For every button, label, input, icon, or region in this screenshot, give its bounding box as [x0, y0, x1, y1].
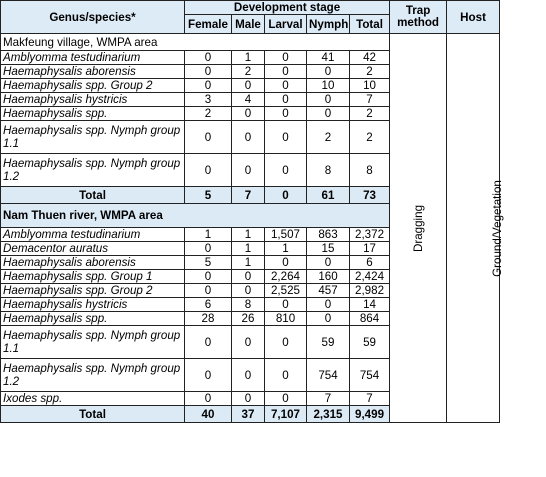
female-count: 0 [185, 79, 232, 93]
larval-count: 0 [265, 65, 307, 79]
total-count: 6 [350, 256, 390, 270]
nymph-count: 2 [307, 121, 350, 154]
host-cell [447, 34, 504, 423]
table-body [1, 34, 504, 423]
larval-count: 810 [265, 312, 307, 326]
male-count: 0 [232, 79, 265, 93]
male-count: 1 [232, 228, 265, 242]
host-value: Ground/Vegetation [490, 179, 504, 277]
female-count: 0 [185, 242, 232, 256]
nymph-count: 59 [307, 326, 350, 359]
total-count: 2,372 [350, 228, 390, 242]
larval-count: 0 [265, 359, 307, 392]
larval-count: 1 [265, 242, 307, 256]
female-count: 0 [185, 51, 232, 65]
male-count: 0 [232, 392, 265, 406]
section-title: Nam Thuen river, WMPA area [1, 204, 390, 228]
nymph-count: 754 [307, 359, 350, 392]
total-count: 2 [350, 107, 390, 121]
male-count: 0 [232, 326, 265, 359]
total-count: 9,499 [350, 406, 390, 423]
total-count: 7 [350, 93, 390, 107]
section-header-row [1, 34, 500, 51]
nymph-count: 15 [307, 242, 350, 256]
total-count: 2,982 [350, 284, 390, 298]
trap-method-value: Dragging [411, 204, 425, 252]
species-name: Haemaphysalis hystricis [1, 93, 185, 107]
section-title: Makfeung village, WMPA area [1, 34, 390, 51]
larval-count: 0 [265, 298, 307, 312]
larval-count: 0 [265, 121, 307, 154]
species-name: Haemaphysalis spp. [1, 107, 185, 121]
nymph-count: 0 [307, 65, 350, 79]
nymph-count: 160 [307, 270, 350, 284]
species-name: Haemaphysalis spp. Nymph group 1.1 [1, 326, 185, 359]
species-name: Haemaphysalis spp. Group 2 [1, 284, 185, 298]
total-count: 864 [350, 312, 390, 326]
male-count: 4 [232, 93, 265, 107]
total-count: 2 [350, 121, 390, 154]
total-label: Total [1, 406, 185, 423]
nymph-count: 0 [307, 93, 350, 107]
female-count: 0 [185, 270, 232, 284]
species-name: Haemaphysalis spp. Nymph group 1.2 [1, 154, 185, 187]
female-count: 1 [185, 228, 232, 242]
nymph-count: 10 [307, 79, 350, 93]
larval-count: 1,507 [265, 228, 307, 242]
male-count: 26 [232, 312, 265, 326]
trap-method-cell [390, 34, 447, 423]
total-count: 2 [350, 65, 390, 79]
total-count: 73 [350, 187, 390, 204]
female-count: 0 [185, 326, 232, 359]
larval-count: 0 [265, 93, 307, 107]
nymph-count: 0 [307, 256, 350, 270]
nymph-count: 2,315 [307, 406, 350, 423]
male-count: 8 [232, 298, 265, 312]
nymph-count: 457 [307, 284, 350, 298]
male-count: 1 [232, 242, 265, 256]
larval-count: 0 [265, 51, 307, 65]
male-count: 0 [232, 359, 265, 392]
species-name: Haemaphysalis spp. Nymph group 1.2 [1, 359, 185, 392]
species-name: Haemaphysalis aborensis [1, 65, 185, 79]
genus-header: Genus/species* [1, 1, 185, 34]
species-name: Haemaphysalis spp. Nymph group 1.1 [1, 121, 185, 154]
larval-count: 0 [265, 392, 307, 406]
male-count: 1 [232, 51, 265, 65]
total-count: 42 [350, 51, 390, 65]
male-count: 0 [232, 121, 265, 154]
host-header: Host [447, 1, 500, 34]
female-count: 0 [185, 121, 232, 154]
female-header: Female [185, 15, 232, 34]
total-count: 14 [350, 298, 390, 312]
larval-count: 0 [265, 154, 307, 187]
female-count: 40 [185, 406, 232, 423]
larval-count: 0 [265, 79, 307, 93]
nymph-count: 61 [307, 187, 350, 204]
nymph-count: 0 [307, 298, 350, 312]
species-name: Amblyomma testudinarium [1, 51, 185, 65]
female-count: 28 [185, 312, 232, 326]
female-count: 0 [185, 392, 232, 406]
male-count: 37 [232, 406, 265, 423]
female-count: 5 [185, 256, 232, 270]
larval-count: 2,525 [265, 284, 307, 298]
total-label: Total [1, 187, 185, 204]
female-count: 3 [185, 93, 232, 107]
female-count: 2 [185, 107, 232, 121]
total-count: 17 [350, 242, 390, 256]
larval-count: 0 [265, 256, 307, 270]
male-count: 2 [232, 65, 265, 79]
larval-count: 2,264 [265, 270, 307, 284]
male-count: 0 [232, 270, 265, 284]
species-name: Demacentor auratus [1, 242, 185, 256]
species-name: Haemaphysalis spp. Group 1 [1, 270, 185, 284]
total-header: Total [350, 15, 390, 34]
nymph-count: 0 [307, 312, 350, 326]
total-count: 2,424 [350, 270, 390, 284]
nymph-count: 863 [307, 228, 350, 242]
species-name: Haemaphysalis aborensis [1, 256, 185, 270]
female-count: 0 [185, 359, 232, 392]
total-count: 10 [350, 79, 390, 93]
total-count: 7 [350, 392, 390, 406]
larval-count: 0 [265, 187, 307, 204]
larval-count: 0 [265, 326, 307, 359]
male-count: 1 [232, 256, 265, 270]
species-name: Haemaphysalis spp. [1, 312, 185, 326]
female-count: 5 [185, 187, 232, 204]
male-count: 0 [232, 154, 265, 187]
nymph-header: Nymph [307, 15, 350, 34]
female-count: 0 [185, 284, 232, 298]
male-count: 7 [232, 187, 265, 204]
total-count: 59 [350, 326, 390, 359]
female-count: 0 [185, 154, 232, 187]
female-count: 0 [185, 65, 232, 79]
species-name: Haemaphysalis spp. Group 2 [1, 79, 185, 93]
species-name: Haemaphysalis hystricis [1, 298, 185, 312]
larval-count: 7,107 [265, 406, 307, 423]
female-count: 6 [185, 298, 232, 312]
nymph-count: 0 [307, 107, 350, 121]
larval-count: 0 [265, 107, 307, 121]
male-count: 0 [232, 284, 265, 298]
total-count: 754 [350, 359, 390, 392]
nymph-count: 7 [307, 392, 350, 406]
total-count: 8 [350, 154, 390, 187]
nymph-count: 8 [307, 154, 350, 187]
species-name: Amblyomma testudinarium [1, 228, 185, 242]
dev-stage-header: Development stage [185, 1, 390, 15]
male-count: 0 [232, 107, 265, 121]
male-header: Male [232, 15, 265, 34]
trap-header: Trap method [390, 1, 447, 34]
larval-header: Larval [265, 15, 307, 34]
nymph-count: 41 [307, 51, 350, 65]
species-name: Ixodes spp. [1, 392, 185, 406]
